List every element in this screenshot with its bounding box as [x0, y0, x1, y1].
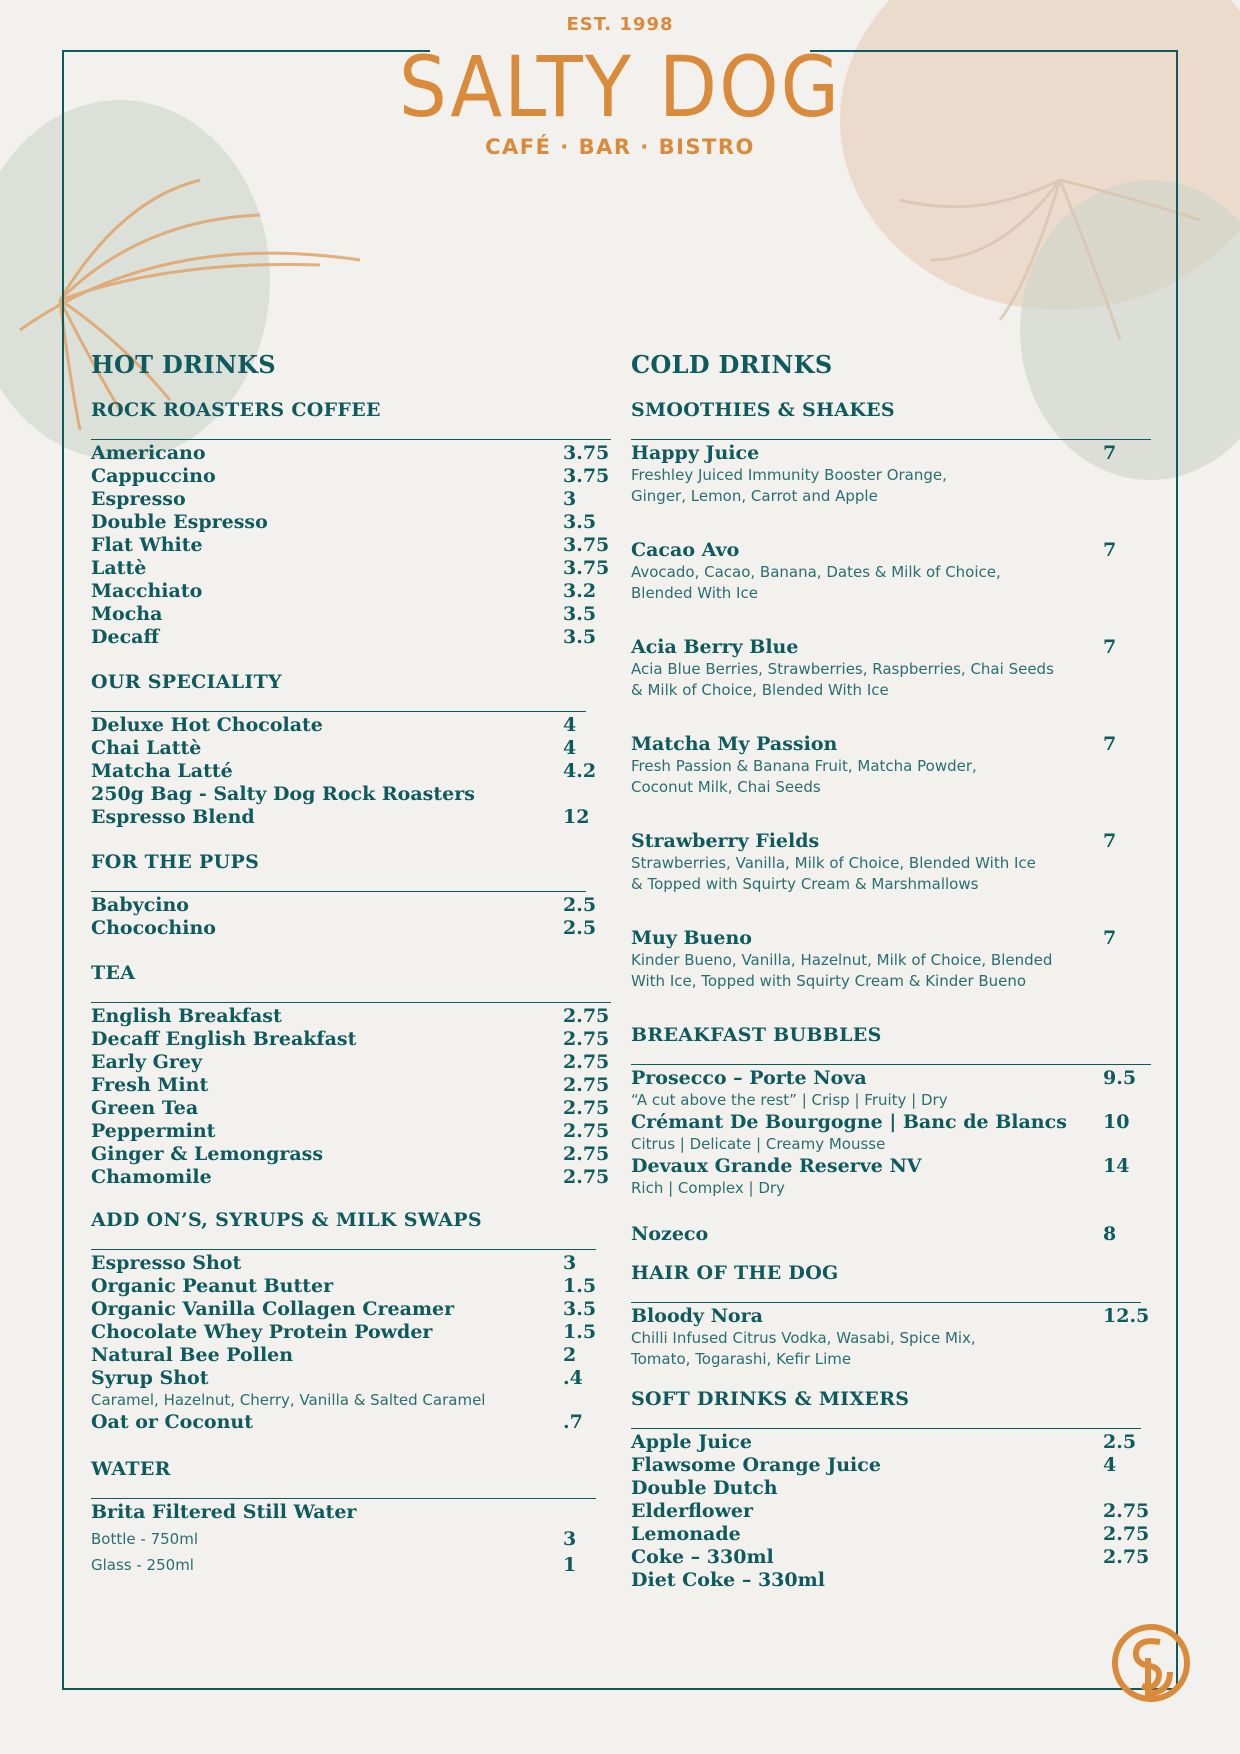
- hot-drinks-column: [91, 350, 611, 1577]
- pups-list: [91, 894, 611, 940]
- menu-item: [631, 442, 1151, 465]
- menu-item: [91, 1344, 611, 1367]
- item-name: Matcha Latté: [91, 760, 233, 782]
- item-description: “A cut above the rest” | Crisp | Fruity | Dry: [631, 1091, 948, 1109]
- item-name: Diet Coke – 330ml: [631, 1569, 825, 1591]
- item-price: 12: [563, 806, 590, 828]
- smoothie-item: [631, 442, 1151, 507]
- item-price: 3: [563, 488, 577, 510]
- subsection-title-speciality: OUR SPECIALITY: [91, 671, 282, 693]
- menu-item: [631, 1523, 1151, 1546]
- menu-item: [631, 1569, 1151, 1592]
- item-name: Muy Bueno: [631, 927, 752, 949]
- menu-item: [91, 1321, 611, 1344]
- item-name: Flawsome Orange Juice: [631, 1454, 881, 1476]
- item-name: Decaff: [91, 626, 160, 648]
- item-name: Cappuccino: [91, 465, 216, 487]
- subsection-title-tea: TEA: [91, 962, 136, 984]
- menu-item: [631, 1500, 1151, 1523]
- menu-item: [91, 1051, 611, 1074]
- item-price: 12.5: [1103, 1305, 1150, 1327]
- menu-item: [91, 1501, 611, 1524]
- menu-item: [91, 580, 611, 603]
- item-name: Espresso Blend: [91, 806, 255, 828]
- soft-drinks-list: [631, 1431, 1151, 1592]
- item-name: Early Grey: [91, 1051, 203, 1073]
- item-price: 8: [1103, 1223, 1117, 1245]
- item-price: 3.75: [563, 465, 610, 487]
- item-price: 7: [1103, 636, 1117, 658]
- item-description: Acia Blue Berries, Strawberries, Raspberries, Chai Seeds: [631, 660, 1054, 678]
- menu-item: [91, 603, 611, 626]
- item-name: Chamomile: [91, 1166, 212, 1188]
- subsection-title-rock-roasters: ROCK ROASTERS COFFEE: [91, 399, 381, 421]
- header: [0, 14, 1240, 159]
- smoothie-item: [631, 636, 1151, 701]
- menu-item: [91, 783, 611, 806]
- item-name: Espresso: [91, 488, 186, 510]
- item-description: Kinder Bueno, Vanilla, Hazelnut, Milk of Choice, Blended: [631, 951, 1053, 969]
- item-price: 3.75: [563, 442, 610, 464]
- item-name: Nozeco: [631, 1223, 709, 1245]
- menu-item: [631, 1155, 1151, 1178]
- subsection-title-bubbles: BREAKFAST BUBBLES: [631, 1024, 882, 1046]
- item-name: Green Tea: [91, 1097, 199, 1119]
- menu-item: [91, 1554, 611, 1577]
- item-description: Rich | Complex | Dry: [631, 1179, 785, 1197]
- divider: [91, 891, 586, 892]
- item-name: Bloody Nora: [631, 1305, 763, 1327]
- item-name: Chocochino: [91, 917, 216, 939]
- menu-item: [631, 1305, 1151, 1328]
- item-description: Tomato, Togarashi, Kefir Lime: [631, 1350, 852, 1368]
- item-price: 1.5: [563, 1275, 597, 1297]
- item-price: 2.75: [1103, 1523, 1150, 1545]
- item-price: 3.5: [563, 603, 597, 625]
- divider: [91, 1002, 611, 1003]
- divider: [631, 1302, 1141, 1303]
- item-price: 9.5: [1103, 1067, 1137, 1089]
- item-price: .4: [563, 1367, 583, 1389]
- item-price: 2.75: [563, 1120, 610, 1142]
- speciality-list: [91, 714, 611, 783]
- section-title-hot-drinks: HOT DRINKS: [91, 350, 276, 379]
- smoothie-item: [631, 539, 1151, 604]
- item-price: 7: [1103, 830, 1117, 852]
- item-variant: Bottle - 750ml: [91, 1530, 198, 1548]
- item-price: 7: [1103, 927, 1117, 949]
- item-price: [1103, 1569, 1151, 1592]
- menu-item: [91, 714, 611, 737]
- smoothie-item: [631, 830, 1151, 895]
- item-name: Flat White: [91, 534, 203, 556]
- tagline: CAFÉ · BAR · BISTRO: [485, 135, 755, 159]
- subsection-title-smoothies: SMOOTHIES & SHAKES: [631, 399, 895, 421]
- item-description: Avocado, Cacao, Banana, Dates & Milk of Choice,: [631, 563, 1001, 581]
- item-price: 7: [1103, 442, 1117, 464]
- menu-item: [631, 1111, 1151, 1134]
- menu-item: [631, 927, 1151, 950]
- item-name: Happy Juice: [631, 442, 760, 464]
- established-label: EST. 1998: [566, 14, 674, 35]
- item-name: Strawberry Fields: [631, 830, 820, 852]
- item-description: & Topped with Squirty Cream & Marshmallows: [631, 875, 979, 893]
- item-name: Prosecco – Porte Nova: [631, 1067, 867, 1089]
- menu-item: [91, 1275, 611, 1298]
- menu-item: [91, 534, 611, 557]
- menu-item: [91, 511, 611, 534]
- item-price: 4: [1103, 1454, 1117, 1476]
- item-price: 3.75: [563, 557, 610, 579]
- menu-item: [91, 917, 611, 940]
- menu-item: [631, 1477, 1151, 1500]
- item-price: 2.75: [563, 1097, 610, 1119]
- item-name: Chai Lattè: [91, 737, 202, 759]
- divider: [631, 1428, 1141, 1429]
- item-price: 3: [563, 1528, 577, 1550]
- menu-item: [631, 539, 1151, 562]
- item-name: Americano: [91, 442, 206, 464]
- menu-item: [631, 636, 1151, 659]
- menu-item: [91, 806, 611, 829]
- menu-item: [91, 1166, 611, 1189]
- item-name: Cacao Avo: [631, 539, 740, 561]
- subsection-title-pups: FOR THE PUPS: [91, 851, 260, 873]
- item-name: Coke – 330ml: [631, 1546, 774, 1568]
- item-price: 14: [1103, 1155, 1130, 1177]
- item-price: 3.75: [563, 534, 610, 556]
- menu-item: [91, 488, 611, 511]
- menu-item: [631, 1431, 1151, 1454]
- menu-item: [91, 1411, 611, 1434]
- smoothie-item: [631, 927, 1151, 992]
- divider: [91, 711, 586, 712]
- item-name: Brita Filtered Still Water: [91, 1501, 357, 1523]
- menu-item: [91, 1252, 611, 1275]
- item-description: Strawberries, Vanilla, Milk of Choice, Blended With Ice: [631, 854, 1036, 872]
- addons-list: [91, 1252, 611, 1390]
- item-price: 4: [563, 737, 577, 759]
- menu-item: [91, 465, 611, 488]
- menu-item: [631, 733, 1151, 756]
- menu-item: [631, 1546, 1151, 1569]
- item-description: Chilli Infused Citrus Vodka, Wasabi, Spice Mix,: [631, 1329, 976, 1347]
- subsection-title-water: WATER: [91, 1458, 171, 1480]
- item-price: 2.75: [563, 1028, 610, 1050]
- item-name: Fresh Mint: [91, 1074, 209, 1096]
- item-name: Elderflower: [631, 1500, 754, 1522]
- item-price: 10: [1103, 1111, 1130, 1133]
- item-price: 2.75: [563, 1005, 610, 1027]
- menu-item: [91, 1074, 611, 1097]
- item-name: Chocolate Whey Protein Powder: [91, 1321, 433, 1343]
- tea-list: [91, 1005, 611, 1189]
- menu-item: [91, 626, 611, 649]
- item-name: Babycino: [91, 894, 189, 916]
- item-price: 2.5: [563, 894, 597, 916]
- item-name: Double Espresso: [91, 511, 268, 533]
- item-price: 2.75: [563, 1166, 610, 1188]
- menu-item: [91, 737, 611, 760]
- item-name: English Breakfast: [91, 1005, 282, 1027]
- item-price: 2.75: [563, 1051, 610, 1073]
- item-name: Lemonade: [631, 1523, 741, 1545]
- syrup-description: Caramel, Hazelnut, Cherry, Vanilla & Salted Caramel: [91, 1391, 486, 1409]
- menu-item: [91, 1120, 611, 1143]
- menu-item: [91, 1528, 611, 1551]
- item-name: Oat or Coconut: [91, 1411, 253, 1433]
- bubbles-item: [631, 1111, 1151, 1155]
- item-name: Double Dutch: [631, 1477, 778, 1499]
- item-description: Freshley Juiced Immunity Booster Orange,: [631, 466, 947, 484]
- divider: [91, 1249, 596, 1250]
- item-name: Crémant De Bourgogne | Banc de Blancs: [631, 1111, 1067, 1133]
- subsection-title-addons: ADD ON’S, SYRUPS & MILK SWAPS: [91, 1209, 482, 1231]
- item-name: Lattè: [91, 557, 147, 579]
- item-name: Espresso Shot: [91, 1252, 242, 1274]
- menu-item: [91, 1143, 611, 1166]
- menu-item: [631, 1223, 1151, 1246]
- item-description: Coconut Milk, Chai Seeds: [631, 778, 821, 796]
- menu-item: [91, 1005, 611, 1028]
- item-name: Peppermint: [91, 1120, 216, 1142]
- item-name: Apple Juice: [631, 1431, 752, 1453]
- item-price: 4: [563, 714, 577, 736]
- item-price: 3.5: [563, 1298, 597, 1320]
- item-description: With Ice, Topped with Squirty Cream & Kinder Bueno: [631, 972, 1027, 990]
- item-name: Organic Peanut Butter: [91, 1275, 334, 1297]
- item-name: Matcha My Passion: [631, 733, 838, 755]
- item-description: Ginger, Lemon, Carrot and Apple: [631, 487, 878, 505]
- divider: [631, 439, 1151, 440]
- menu-item: [91, 442, 611, 465]
- sd-monogram-icon: [1108, 1620, 1194, 1706]
- smoothie-item: [631, 733, 1151, 798]
- cold-drinks-column: [631, 350, 1151, 1592]
- item-name: Organic Vanilla Collagen Creamer: [91, 1298, 455, 1320]
- item-description: Fresh Passion & Banana Fruit, Matcha Powder,: [631, 757, 977, 775]
- item-price: 3.5: [563, 626, 597, 648]
- menu-item: [91, 1298, 611, 1321]
- menu-item: [91, 1097, 611, 1120]
- item-description: Citrus | Delicate | Creamy Mousse: [631, 1135, 886, 1153]
- divider: [91, 1498, 596, 1499]
- item-name: 250g Bag - Salty Dog Rock Roasters: [91, 783, 475, 805]
- item-name: Mocha: [91, 603, 163, 625]
- section-title-cold-drinks: COLD DRINKS: [631, 350, 833, 379]
- menu-item: [91, 1367, 611, 1390]
- menu-item: [631, 1067, 1151, 1090]
- item-name: Deluxe Hot Chocolate: [91, 714, 323, 736]
- smoothies-list: [631, 442, 1151, 992]
- item-name: Devaux Grande Reserve NV: [631, 1155, 922, 1177]
- item-price: 7: [1103, 733, 1117, 755]
- item-name: Ginger & Lemongrass: [91, 1143, 324, 1165]
- item-price: 3.5: [563, 511, 597, 533]
- item-description: & Milk of Choice, Blended With Ice: [631, 681, 889, 699]
- menu-item: [91, 760, 611, 783]
- subsection-title-soft-drinks: SOFT DRINKS & MIXERS: [631, 1388, 910, 1410]
- item-price: 3.2: [563, 580, 597, 602]
- menu-item: [91, 557, 611, 580]
- item-price: 2.5: [1103, 1431, 1137, 1453]
- item-name: Macchiato: [91, 580, 203, 602]
- item-price: 1.5: [563, 1321, 597, 1343]
- menu-item: [91, 894, 611, 917]
- item-name: Acia Berry Blue: [631, 636, 799, 658]
- menu-item: [91, 1028, 611, 1051]
- item-price: 2.5: [563, 917, 597, 939]
- subsection-title-hair-of-the-dog: HAIR OF THE DOG: [631, 1262, 839, 1284]
- item-description: Blended With Ice: [631, 584, 758, 602]
- bubbles-item: [631, 1067, 1151, 1111]
- item-price: [1103, 1477, 1151, 1500]
- divider: [631, 1064, 1151, 1065]
- item-price: 2.75: [563, 1074, 610, 1096]
- item-price: 2.75: [1103, 1546, 1150, 1568]
- item-name: Syrup Shot: [91, 1367, 209, 1389]
- rock-roasters-list: [91, 442, 611, 649]
- item-variant: Glass - 250ml: [91, 1556, 194, 1574]
- brand-logo-text: SALTY DOG: [398, 38, 842, 136]
- item-price: .7: [563, 1411, 583, 1433]
- item-price: 7: [1103, 539, 1117, 561]
- item-price: 2.75: [563, 1143, 610, 1165]
- item-price: 1: [563, 1554, 577, 1576]
- bubbles-item: [631, 1155, 1151, 1199]
- bubbles-list: [631, 1067, 1151, 1199]
- divider: [91, 439, 611, 440]
- menu-item: [631, 1454, 1151, 1477]
- menu-item: [631, 830, 1151, 853]
- item-price: 4.2: [563, 760, 597, 782]
- item-name: Decaff English Breakfast: [91, 1028, 357, 1050]
- item-price: 2: [563, 1344, 577, 1366]
- item-price: 2.75: [1103, 1500, 1150, 1522]
- item-name: Natural Bee Pollen: [91, 1344, 294, 1366]
- item-price: 3: [563, 1252, 577, 1274]
